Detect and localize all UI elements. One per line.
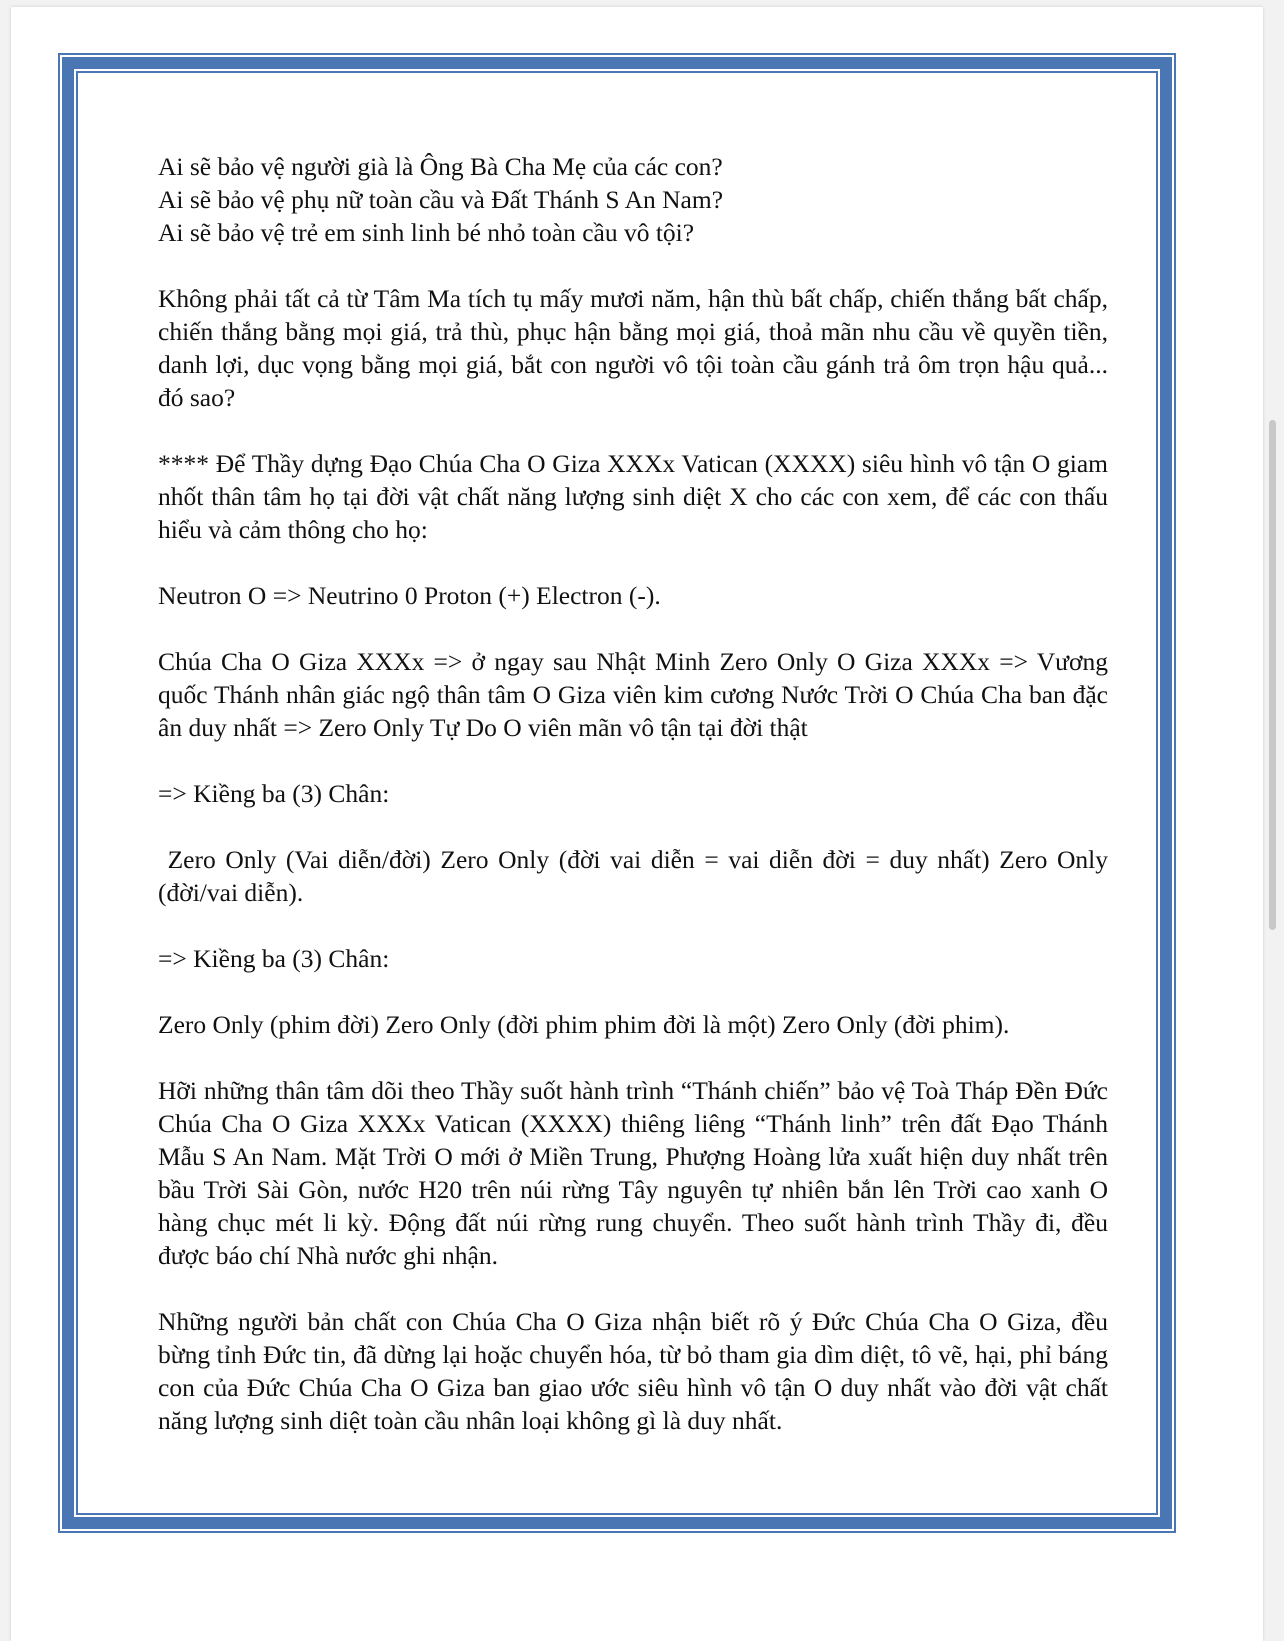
paragraph: **** Để Thầy dựng Đạo Chúa Cha O Giza XXXx Vatican (XXXX) siêu hình vô tận O giam nhốt thân tâm họ tại đời vật chất năng lượng sinh diệt X cho các con xem, để các con thấu hiểu và cảm thông cho họ:: [158, 449, 1108, 544]
paragraph: => Kiềng ba (3) Chân:: [158, 779, 390, 808]
vertical-scrollbar[interactable]: [1269, 420, 1276, 930]
paragraph: Neutron O => Neutrino 0 Proton (+) Electron (-).: [158, 581, 661, 610]
paragraph: Không phải tất cả từ Tâm Ma tích tụ mấy mươi năm, hận thù bất chấp, chiến thắng bất chấp, chiến thắng bằng mọi giá, trả thù, phục hận bằng mọi giá, thoả mãn nhu cầu về quyền tiền, danh lợi, dục vọng bằng mọi giá, bắt con người vô tội toàn cầu gánh trả ôm trọn hậu quả... đó sao?: [158, 284, 1108, 412]
document-body: [158, 150, 1115, 1470]
paragraph: Zero Only (Vai diễn/đời) Zero Only (đời vai diễn = vai diễn đời = duy nhất) Zero Only (đời/vai diễn).: [158, 845, 1115, 907]
text-line: Ai sẽ bảo vệ người già là Ông Bà Cha Mẹ của các con?: [158, 152, 723, 181]
paragraph: Những người bản chất con Chúa Cha O Giza nhận biết rõ ý Đức Chúa Cha O Giza, đều bừng tỉnh Đức tin, đã dừng lại hoặc chuyển hóa, từ bỏ tham gia dìm diệt, tô vẽ, hại, phỉ báng con của Đức Chúa Cha O Giza ban giao ước siêu hình vô tận O duy nhất vào đời vật chất năng lượng sinh diệt toàn cầu nhân loại không gì là duy nhất.: [158, 1307, 1108, 1435]
paragraph: Hỡi những thân tâm dõi theo Thầy suốt hành trình “Thánh chiến” bảo vệ Toà Tháp Đền Đức Chúa Cha O Giza XXXx Vatican (XXXX) thiêng liêng “Thánh linh” trên đất Đạo Thánh Mẫu S An Nam. Mặt Trời O mới ở Miền Trung, Phượng Hoàng lửa xuất hiện duy nhất trên bầu Trời Sài Gòn, nước H20 trên núi rừng Tây nguyên tự nhiên bắn lên Trời cao xanh O hàng chục mét li kỳ. Động đất núi rừng rung chuyển. Theo suốt hành trình Thầy đi, đều được báo chí Nhà nước ghi nhận.: [158, 1076, 1108, 1270]
text-line: Ai sẽ bảo vệ phụ nữ toàn cầu và Đất Thánh S An Nam?: [158, 185, 724, 214]
intro-questions: [158, 150, 1108, 249]
paragraph: Chúa Cha O Giza XXXx => ở ngay sau Nhật Minh Zero Only O Giza XXXx => Vương quốc Thánh nhân giác ngộ thân tâm O Giza viên kim cương Nước Trời O Chúa Cha ban đặc ân duy nhất => Zero Only Tự Do O viên mãn vô tận tại đời thật: [158, 647, 1108, 742]
paragraph: => Kiềng ba (3) Chân:: [158, 944, 390, 973]
paragraph: Zero Only (phim đời) Zero Only (đời phim phim đời là một) Zero Only (đời phim).: [158, 1010, 1010, 1039]
text-line: Ai sẽ bảo vệ trẻ em sinh linh bé nhỏ toàn cầu vô tội?: [158, 218, 695, 247]
document-page: [11, 7, 1263, 1641]
